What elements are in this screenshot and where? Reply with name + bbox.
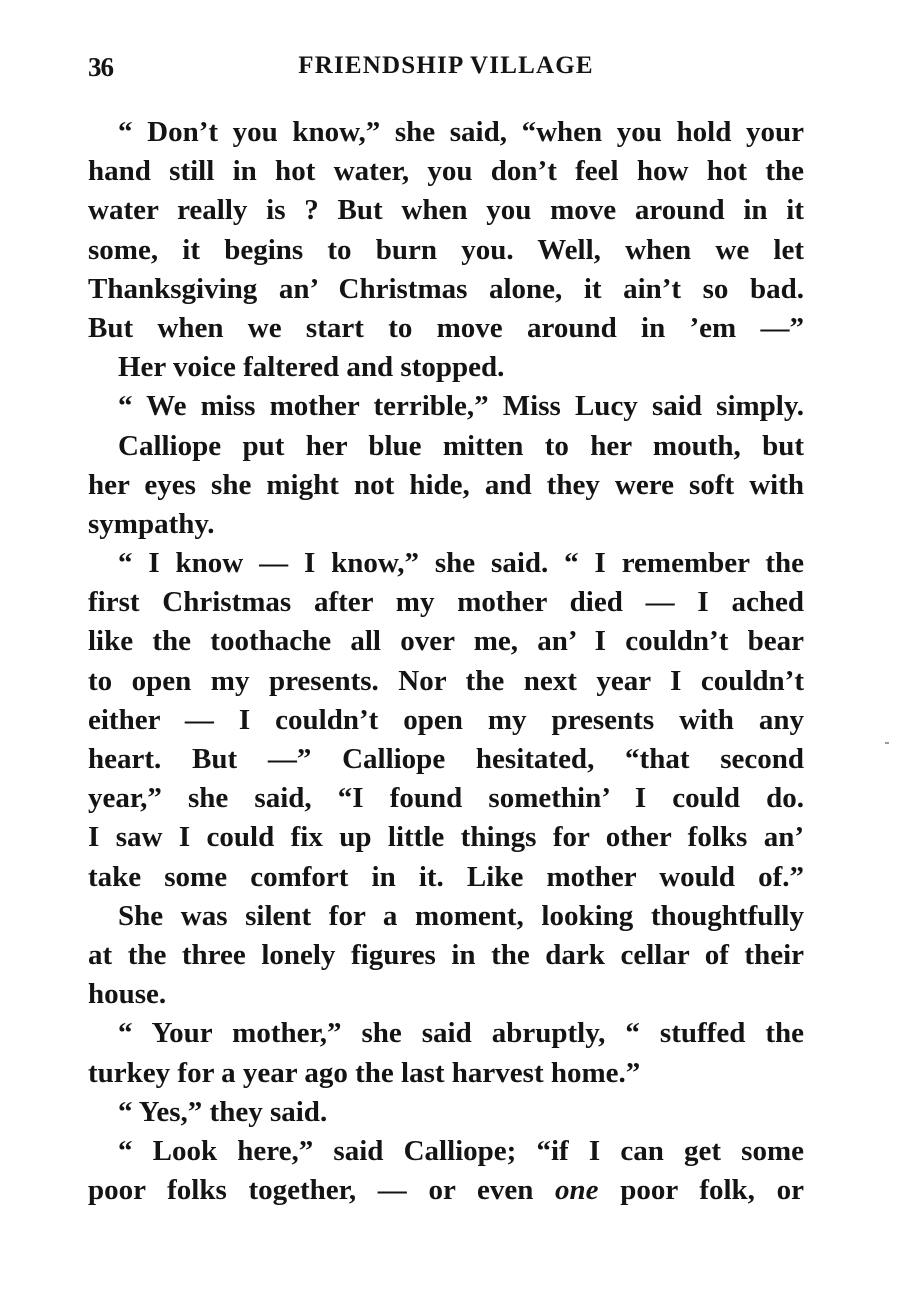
text-line: “ Don’t you know,” she said, “when you hold your (118, 116, 804, 148)
text-line: house. (88, 978, 167, 1011)
text-line: “ Your mother,” she said abruptly, “ stuffed the (118, 1017, 804, 1050)
text-line: sympathy. (88, 507, 215, 540)
running-head: FRIENDSHIP VILLAGE (298, 52, 594, 79)
text-line: Calliope put her blue mitten to her mouth, but (118, 429, 804, 462)
text-line: “ I know — I know,” she said. “ I remember the (118, 547, 804, 580)
text-line: year,” she said, “I found somethin’ I could do. (88, 782, 804, 815)
text-line: But when we start to move around in ’em —” (88, 311, 804, 344)
text-line: turkey for a year ago the last harvest home.” (88, 1056, 641, 1089)
italic-word: one (555, 1174, 599, 1207)
text-line: Her voice faltered and stopped. (118, 351, 505, 384)
text-line: “ Yes,” they said. (118, 1095, 328, 1128)
text-line: heart. But —” Calliope hesitated, “that second (88, 743, 804, 775)
page-number: 36 (88, 52, 113, 82)
text-line: Thanksgiving an’ Christmas alone, it ain’t so bad. (88, 272, 804, 305)
text-line: her eyes she might not hide, and they were soft with (88, 468, 804, 501)
text-line: at the three lonely figures in the dark cellar of their (88, 938, 804, 971)
margin-speck (885, 742, 889, 744)
page-header (88, 52, 804, 88)
body-text (88, 113, 804, 1210)
text-line-last (88, 1171, 804, 1210)
text-line: “ Look here,” said Calliope; “if I can get some (118, 1134, 804, 1167)
text-line: water really is ? But when you move around in it (88, 194, 804, 227)
text-line: some, it begins to burn you. Well, when we let (88, 233, 804, 266)
text-line: She was silent for a moment, looking thoughtfully (118, 899, 804, 932)
text-line: hand still in hot water, you don’t feel how hot the (88, 155, 804, 188)
text-line: take some comfort in it. Like mother would of.” (88, 860, 804, 893)
text-line: to open my presents. Nor the next year I couldn’t (88, 664, 804, 697)
last-line-before: poor folks together, — or even (88, 1174, 556, 1207)
text-line: first Christmas after my mother died — I ached (88, 586, 804, 619)
text-line: I saw I could fix up little things for other folks an’ (88, 821, 804, 854)
text-line: either — I couldn’t open my presents with any (88, 703, 804, 736)
text-line: like the toothache all over me, an’ I couldn’t bear (88, 625, 804, 658)
last-line-after: poor folk, or (598, 1174, 804, 1207)
text-line: “ We miss mother terrible,” Miss Lucy said simply. (118, 390, 804, 423)
